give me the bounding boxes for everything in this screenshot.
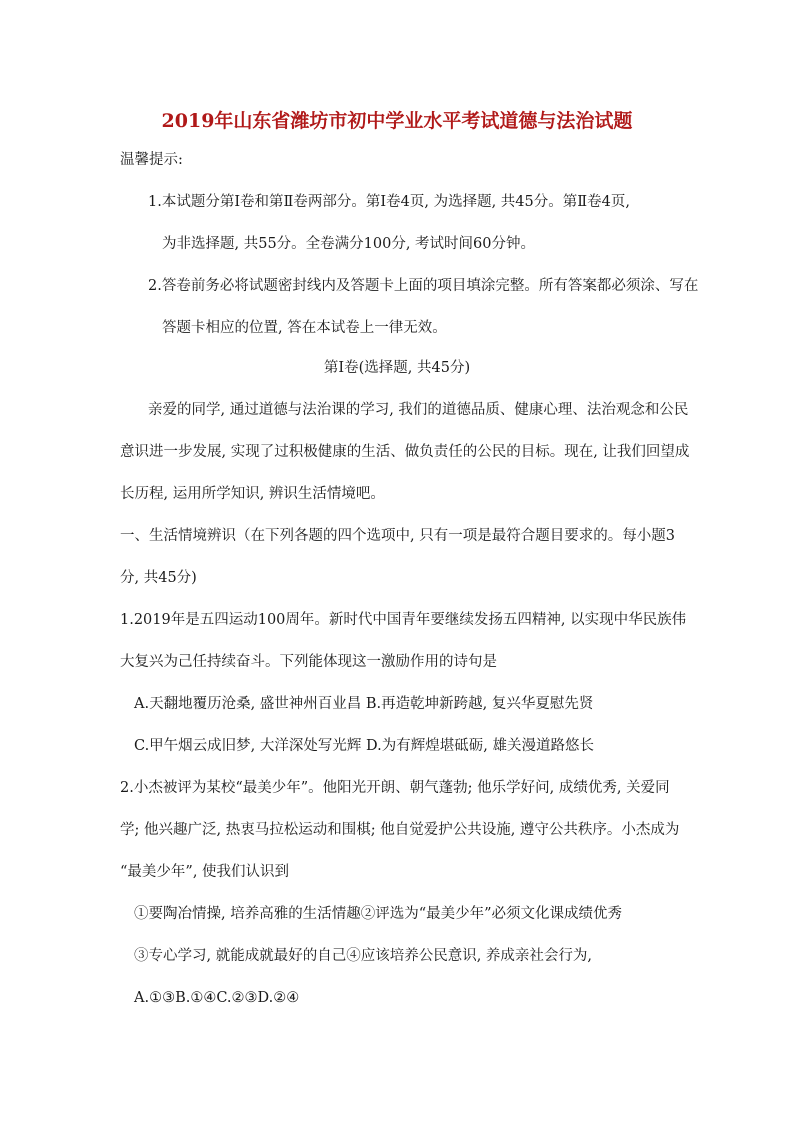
question-1-options-cd: C.甲午烟云成旧梦, 大洋深处写光辉 D.为有辉煌堪砥砺, 雄关漫道路悠长 bbox=[134, 738, 594, 754]
question-1-options-ab: A.天翻地覆历沧桑, 盛世神州百业昌 B.再造乾坤新跨越, 复兴华夏慰先贤 bbox=[134, 696, 594, 712]
question-2-line-3: “最美少年”, 使我们认识到 bbox=[120, 864, 290, 880]
intro-line-3: 长历程, 运用所学知识, 辨识生活情境吧。 bbox=[120, 486, 385, 502]
notice-item-1-line-2: 为非选择题, 共55分。全卷满分100分, 考试时间60分钟。 bbox=[162, 236, 536, 252]
notice-item-2-line-2: 答题卡相应的位置, 答在本试卷上一律无效。 bbox=[162, 320, 447, 336]
intro-line-2: 意识进一步发展, 实现了过积极健康的生活、做负责任的公民的目标。现在, 让我们回望成 bbox=[120, 444, 690, 460]
question-2-statements-1-2: ①要陶冶情操, 培养高雅的生活情趣②评选为“最美少年”必须文化课成绩优秀 bbox=[134, 906, 623, 922]
question-2-line-1: 2.小杰被评为某校“最美少年”。他阳光开朗、朝气蓬勃; 他乐学好问, 成绩优秀, 关爱同 bbox=[120, 780, 670, 796]
notice-heading: 温馨提示: bbox=[120, 152, 183, 168]
question-1-line-2: 大复兴为己任持续奋斗。下列能体现这一激励作用的诗句是 bbox=[120, 654, 497, 670]
section-1-title: 第Ⅰ卷(选择题, 共45分) bbox=[323, 360, 471, 376]
question-2-options: A.①③B.①④C.②③D.②④ bbox=[134, 990, 300, 1006]
notice-item-1-line-1: 1.本试题分第Ⅰ卷和第Ⅱ卷两部分。第Ⅰ卷4页, 为选择题, 共45分。第Ⅱ卷4页, bbox=[148, 194, 630, 210]
question-1-line-1: 1.2019年是五四运动100周年。新时代中国青年要继续发扬五四精神, 以实现中华民族伟 bbox=[120, 612, 687, 628]
question-2-statements-3-4: ③专心学习, 就能成就最好的自己④应该培养公民意识, 养成亲社会行为, bbox=[134, 948, 593, 964]
notice-item-2-line-1: 2.答卷前务必将试题密封线内及答题卡上面的项目填涂完整。所有答案都必须涂、写在 bbox=[148, 278, 699, 294]
exam-title: 2019年山东省潍坊市初中学业水平考试道德与法治试题 bbox=[161, 110, 633, 132]
part-1-heading-line-2: 分, 共45分) bbox=[120, 570, 197, 586]
question-2-line-2: 学; 他兴趣广泛, 热衷马拉松运动和围棋; 他自觉爱护公共设施, 遵守公共秩序。小杰成为 bbox=[120, 822, 680, 838]
intro-line-1: 亲爱的同学, 通过道德与法治课的学习, 我们的道德品质、健康心理、法治观念和公民 bbox=[148, 402, 689, 418]
part-1-heading-line-1: 一、生活情境辨识（在下列各题的四个选项中, 只有一项是最符合题目要求的。每小题3 bbox=[120, 528, 675, 544]
